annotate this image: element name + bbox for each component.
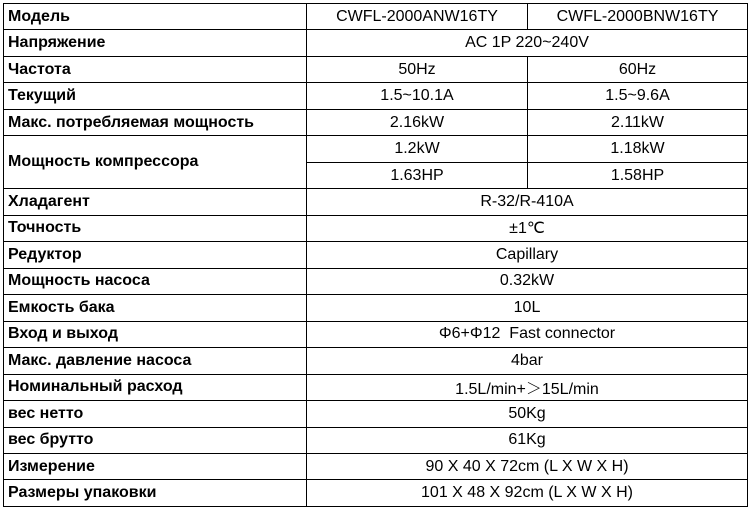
row-label-precision: Точность: [4, 215, 307, 241]
table-row-flow: [4, 374, 748, 400]
table-row-dimensions: [4, 453, 748, 479]
compressor-b-kw-value: 1.18kW: [528, 136, 748, 162]
table-row-package: [4, 480, 748, 507]
pump-pressure-value: 4bar: [307, 348, 748, 374]
table-row-pump-pressure: [4, 348, 748, 374]
table-row-net-weight: [4, 401, 748, 427]
table-row-current: [4, 83, 748, 109]
voltage-value: AC 1P 220~240V: [307, 30, 748, 56]
row-label-current: Текущий: [4, 83, 307, 109]
row-label-net-weight: вес нетто: [4, 401, 307, 427]
flow-value: 1.5L/min+＞15L/min: [307, 374, 748, 400]
frequency-b-value: 60Hz: [528, 56, 748, 82]
table-row-inlet-outlet: [4, 321, 748, 347]
current-b-value: 1.5~9.6A: [528, 83, 748, 109]
row-label-flow: Номинальный расход: [4, 374, 307, 400]
tank-value: 10L: [307, 295, 748, 321]
package-value: 101 X 48 X 92cm (L X W X H): [307, 480, 748, 507]
compressor-b-hp-value: 1.58HP: [528, 162, 748, 188]
row-label-inlet-outlet: Вход и выход: [4, 321, 307, 347]
gross-weight-value: 61Kg: [307, 427, 748, 453]
row-label-max-power: Макс. потребляемая мощность: [4, 109, 307, 135]
row-label-voltage: Напряжение: [4, 30, 307, 56]
current-a-value: 1.5~10.1A: [307, 83, 528, 109]
inlet-outlet-value: Φ6+Φ12 Fast connector: [307, 321, 748, 347]
net-weight-value: 50Kg: [307, 401, 748, 427]
table-row-precision: [4, 215, 748, 241]
compressor-a-hp-value: 1.63HP: [307, 162, 528, 188]
row-label-tank: Емкость бака: [4, 295, 307, 321]
model-a-value: CWFL-2000ANW16TY: [307, 4, 528, 30]
row-label-dimensions: Измерение: [4, 453, 307, 479]
max-power-b-value: 2.11kW: [528, 109, 748, 135]
row-label-refrigerant: Хладагент: [4, 189, 307, 215]
table-row-model: [4, 4, 748, 30]
pump-power-value: 0.32kW: [307, 268, 748, 294]
row-label-pump-pressure: Макс. давление насоса: [4, 348, 307, 374]
precision-value: ±1℃: [307, 215, 748, 241]
frequency-a-value: 50Hz: [307, 56, 528, 82]
row-label-reducer: Редуктор: [4, 242, 307, 268]
table-row-frequency: [4, 56, 748, 82]
row-label-gross-weight: вес брутто: [4, 427, 307, 453]
compressor-a-kw-value: 1.2kW: [307, 136, 528, 162]
reducer-value: Capillary: [307, 242, 748, 268]
table-row-gross-weight: [4, 427, 748, 453]
model-b-value: CWFL-2000BNW16TY: [528, 4, 748, 30]
table-row-compressor: [4, 136, 748, 162]
refrigerant-value: R-32/R-410A: [307, 189, 748, 215]
dimensions-value: 90 X 40 X 72cm (L X W X H): [307, 453, 748, 479]
table-row-refrigerant: [4, 189, 748, 215]
row-label-pump-power: Мощность насоса: [4, 268, 307, 294]
table-row-max-power: [4, 109, 748, 135]
table-row-reducer: [4, 242, 748, 268]
row-label-package: Размеры упаковки: [4, 480, 307, 507]
row-label-model: Модель: [4, 4, 307, 30]
table-row-tank: [4, 295, 748, 321]
table-row-pump-power: [4, 268, 748, 294]
spec-table: [3, 3, 748, 507]
max-power-a-value: 2.16kW: [307, 109, 528, 135]
row-label-frequency: Частота: [4, 56, 307, 82]
row-label-compressor: Мощность компрессора: [4, 136, 307, 189]
table-row-voltage: [4, 30, 748, 56]
